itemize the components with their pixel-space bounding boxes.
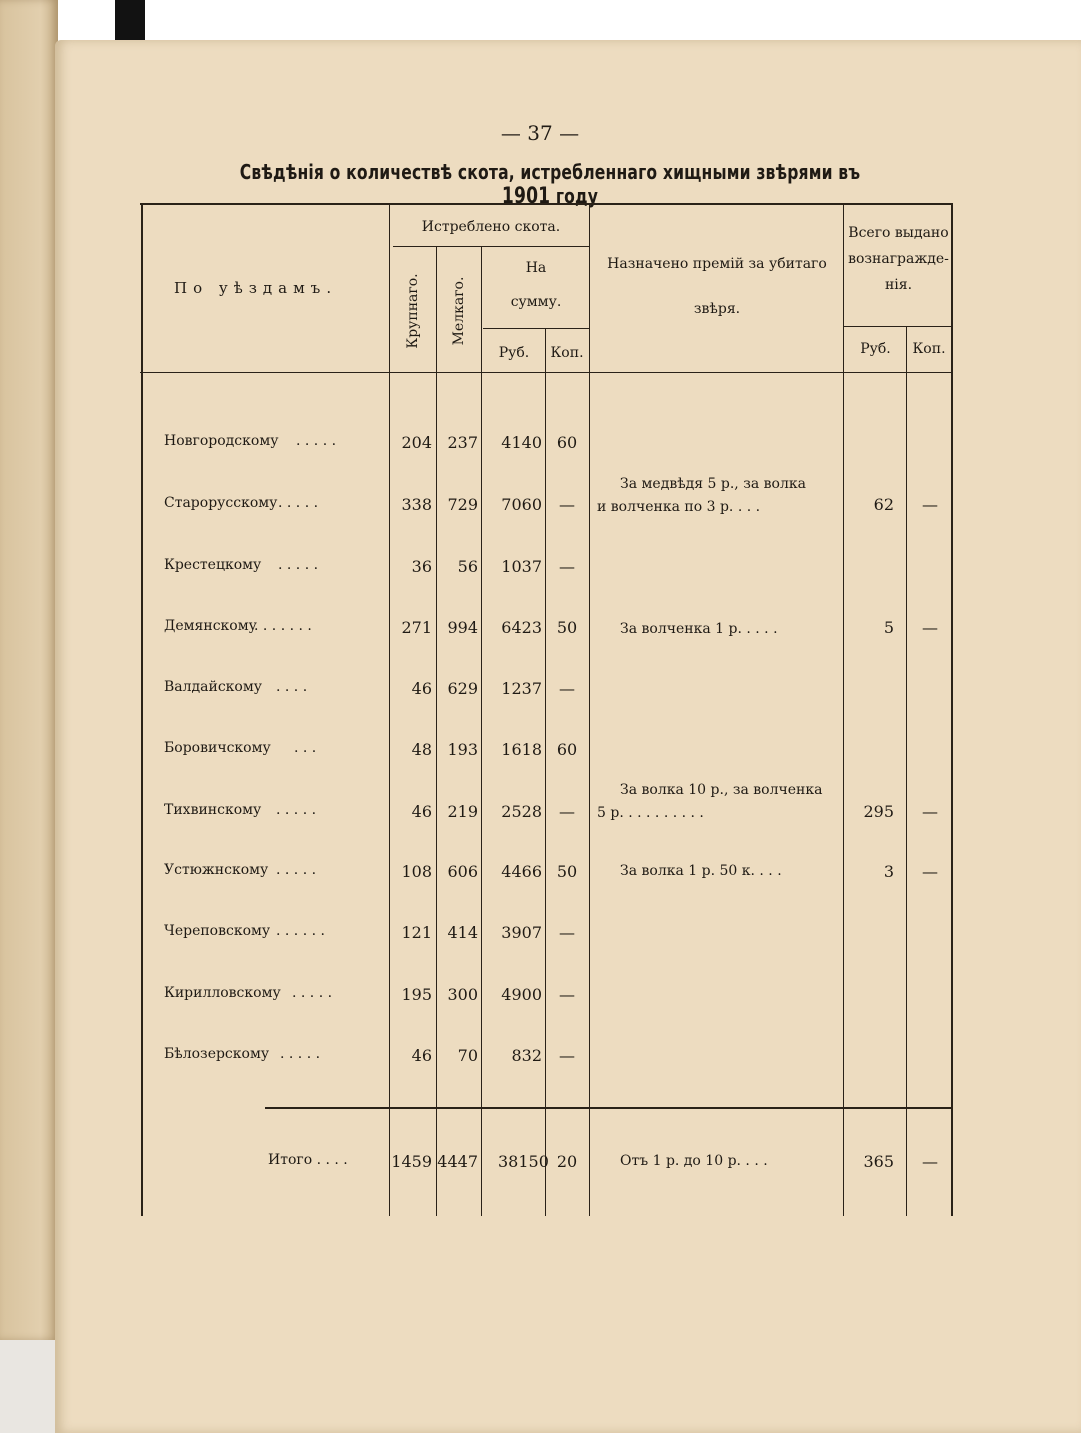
table-row-dots: . . . . .: [280, 1046, 321, 1062]
table-row-dots: . . . . .: [276, 862, 317, 878]
table-left-border: [141, 203, 143, 1216]
table-row-rub: 2528: [501, 802, 542, 821]
total-award-rub: 365: [863, 1152, 894, 1171]
table-row-district: Кирилловскому: [164, 985, 281, 1001]
table-row-small: 300: [447, 985, 478, 1004]
left-page-edge: [0, 0, 58, 1340]
table-row-dots: . . . . . . .: [254, 618, 312, 634]
table-row-large: 36: [411, 557, 432, 576]
table-row-small: 994: [447, 618, 478, 637]
table-row-dots: . . . . .: [278, 557, 319, 573]
table-top-rule: [140, 203, 952, 205]
table-row-rub: 6423: [501, 618, 542, 637]
table-row-kop: 60: [556, 740, 578, 759]
table-row-large: 48: [411, 740, 432, 759]
table-row-dots: . . . . .: [292, 985, 333, 1001]
col-divider-kop: [589, 203, 590, 1216]
col-divider-rub: [545, 328, 546, 1216]
award-kop: —: [922, 618, 938, 637]
table-row-rub: 4140: [501, 433, 542, 452]
table-row-large: 195: [401, 985, 432, 1004]
table-row-rub: 3907: [501, 923, 542, 942]
table-row-rub: 832: [511, 1046, 542, 1065]
page-title: [215, 160, 886, 209]
table-row-district: Тихвинскому: [164, 802, 262, 818]
header-premium-line2: звѣря.: [693, 301, 741, 317]
header-sum-summu: сумму.: [510, 294, 562, 310]
premium-wolf-cub-line1: За волченка 1 р. . . . .: [620, 621, 778, 637]
table-row-district: Крестецкому: [164, 557, 262, 573]
total-rub: 38150: [498, 1152, 549, 1171]
award-kop: —: [922, 862, 938, 881]
header-rub: Руб.: [498, 345, 530, 361]
table-row-dots: . . . . .: [276, 802, 317, 818]
table-row-kop: —: [559, 557, 575, 576]
table-row-district: Старорусскому: [164, 495, 278, 511]
header-total-line2: вознагражде-: [848, 251, 949, 267]
table-row-rub: 4900: [501, 985, 542, 1004]
table-row-rub: 4466: [501, 862, 542, 881]
header-district: По уѣздамъ.: [174, 279, 338, 297]
table-row-district: Боровичскому: [164, 740, 271, 756]
table-row-large: 46: [411, 679, 432, 698]
table-row-district: Новгородскому: [164, 433, 279, 449]
table-row-large: 338: [401, 495, 432, 514]
table-row-kop: 50: [556, 862, 578, 881]
header-total-line3: нія.: [884, 277, 913, 293]
table-row-kop: 60: [556, 433, 578, 452]
page-number: — 37 —: [500, 121, 580, 145]
table-row-district: Демянскому: [164, 618, 257, 634]
table-row-kop: —: [559, 679, 575, 698]
award-rub: 5: [883, 618, 894, 637]
table-row-dots: . . . .: [276, 679, 308, 695]
header-total-rub: Руб.: [860, 341, 891, 357]
table-row-rub: 1237: [501, 679, 542, 698]
table-row-small: 56: [457, 557, 478, 576]
table-row-dots: . . . . . .: [276, 923, 325, 939]
total-premium: Отъ 1 р. до 10 р. . . .: [620, 1153, 768, 1169]
header-rule-total: [843, 326, 952, 327]
premium-wolf-150-line1: За волка 1 р. 50 к. . . .: [620, 863, 782, 879]
table-row-kop: —: [559, 495, 575, 514]
table-row-kop: —: [559, 1046, 575, 1065]
table-row-small: 70: [457, 1046, 478, 1065]
header-bottom-rule: [140, 372, 952, 373]
table-row-small: 237: [447, 433, 478, 452]
table-row-district: Бѣлозерскому: [164, 1046, 270, 1062]
table-row-rub: 7060: [501, 495, 542, 514]
table-row-district: Устюжнскому: [164, 862, 269, 878]
table-row-large: 121: [401, 923, 432, 942]
table-row-dots: . . .: [294, 740, 317, 756]
award-rub: 295: [863, 802, 894, 821]
total-small: 4447: [437, 1152, 478, 1171]
award-kop: —: [922, 495, 938, 514]
award-kop: —: [922, 802, 938, 821]
total-large: 1459: [391, 1152, 432, 1171]
header-total-kop: Коп.: [912, 341, 946, 357]
header-rule-rub: [483, 328, 589, 329]
total-award-kop: —: [922, 1152, 938, 1171]
table-row-large: 46: [411, 802, 432, 821]
table-row-small: 193: [447, 740, 478, 759]
header-rule-destroyed: [393, 246, 589, 247]
premium-bear-wolf-line1: За медвѣдя 5 р., за волка: [620, 476, 806, 492]
table-row-small: 729: [447, 495, 478, 514]
total-label: Итого . . . .: [268, 1152, 348, 1168]
col-divider-small: [481, 246, 482, 1216]
table-row-district: Череповскому: [164, 923, 271, 939]
premium-wolf-10-line1: За волка 10 р., за волченка: [620, 782, 823, 798]
title-suffix: году: [555, 184, 599, 208]
table-row-kop: —: [559, 985, 575, 1004]
header-premium-line1: Назначено премій за убитаго: [607, 256, 827, 272]
table-row-kop: 50: [556, 618, 578, 637]
premium-wolf-10-line2: 5 р. . . . . . . . . .: [597, 805, 704, 821]
table-row-large: 204: [401, 433, 432, 452]
header-large: Крупнаго.: [405, 273, 421, 349]
total-kop: 20: [556, 1152, 578, 1171]
table-row-rub: 1618: [501, 740, 542, 759]
table-row-small: 629: [447, 679, 478, 698]
col-divider-total-rub: [906, 326, 907, 1216]
award-rub: 62: [873, 495, 894, 514]
table-row-small: 606: [447, 862, 478, 881]
header-sum-na: На: [525, 260, 547, 276]
col-divider-premium: [843, 203, 844, 1216]
table-row-rub: 1037: [501, 557, 542, 576]
col-divider-large: [436, 246, 437, 1216]
table-row-small: 219: [447, 802, 478, 821]
title-text: Свѣдѣнія о количествѣ скота, истребленнаго хищными звѣрями въ: [239, 160, 861, 184]
award-rub: 3: [883, 862, 894, 881]
header-destroyed: Истреблено скота.: [421, 219, 561, 235]
table-row-large: 108: [401, 862, 432, 881]
table-row-dots: . . . . .: [278, 495, 319, 511]
header-small: Мелкаго.: [451, 276, 467, 346]
table-row-large: 46: [411, 1046, 432, 1065]
header-kop: Коп.: [550, 345, 584, 361]
header-total-line1: Всего выдано: [848, 225, 949, 241]
premium-bear-wolf-line2: и волченка по 3 р. . . .: [597, 499, 761, 515]
title-year: 1901: [501, 184, 551, 209]
table-row-kop: —: [559, 923, 575, 942]
table-row-large: 271: [401, 618, 432, 637]
total-separator-rule: [265, 1107, 952, 1109]
table-row-kop: —: [559, 802, 575, 821]
table-row-district: Валдайскому: [164, 679, 262, 695]
table-row-dots: . . . . .: [296, 433, 337, 449]
table-row-small: 414: [447, 923, 478, 942]
